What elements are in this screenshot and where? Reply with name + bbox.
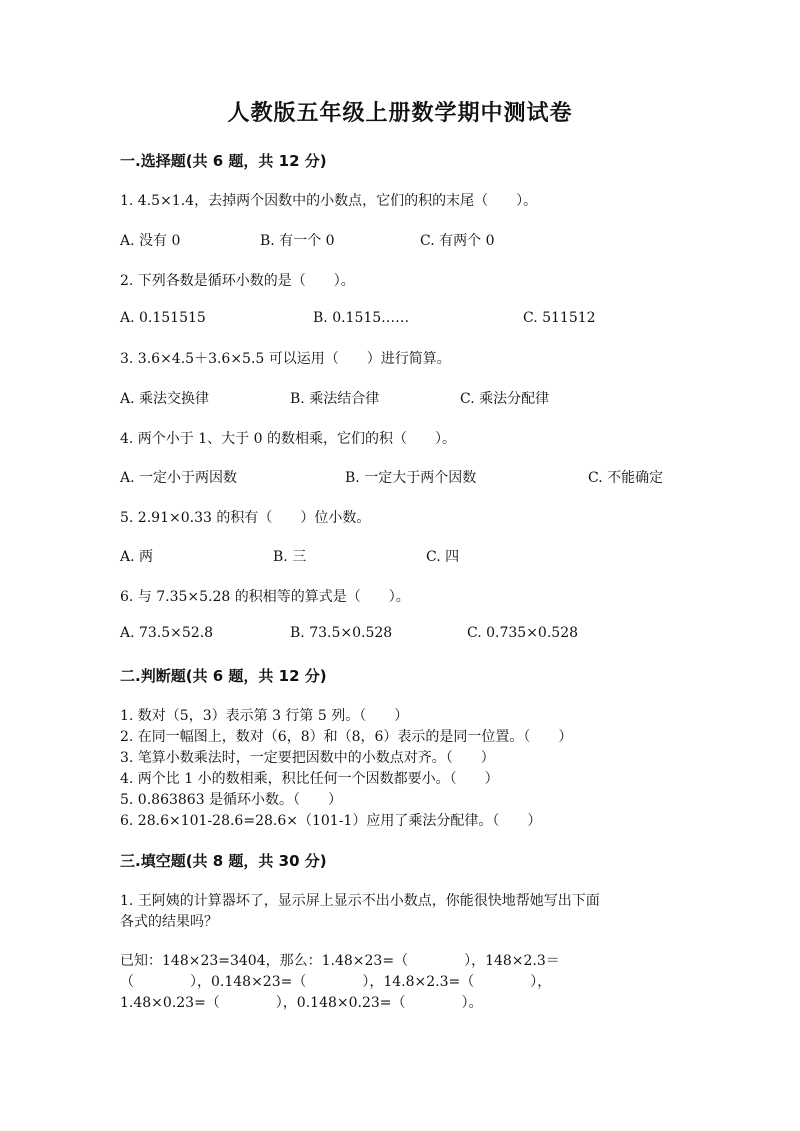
fill-question-1-line-1: 1. 王阿姨的计算器坏了，显示屏上显示不出小数点，你能很快地帮她写出下面 — [120, 893, 600, 909]
choice-option-1b: B. 有一个 0 — [260, 233, 335, 249]
judgement-item-4: 4. 两个比 1 小的数相乘，积比任何一个因数都要小。（ ） — [120, 771, 499, 787]
section-heading-choice: 一.选择题(共 6 题，共 12 分) — [120, 152, 327, 170]
judgement-item-3: 3. 笔算小数乘法时，一定要把因数中的小数点对齐。（ ） — [120, 750, 495, 766]
section-heading-fill-blank: 三.填空题(共 8 题，共 30 分) — [120, 852, 327, 870]
choice-option-6a: A. 73.5×52.8 — [120, 625, 214, 641]
choice-option-6b: B. 73.5×0.528 — [290, 625, 393, 641]
choice-option-4c: C. 不能确定 — [588, 470, 664, 486]
fill-question-1-detail-3: 1.48×0.23=（ ），0.148×0.23=（ ）。 — [120, 995, 483, 1011]
judgement-item-2: 2. 在同一幅图上，数对（6，8）和（8，6）表示的是同一位置。（ ） — [120, 729, 573, 745]
page-title: 人教版五年级上册数学期中测试卷 — [227, 101, 573, 126]
choice-option-3b: B. 乘法结合律 — [290, 391, 380, 407]
choice-option-5c: C. 四 — [426, 549, 460, 565]
choice-question-5: 5. 2.91×0.33 的积有（ ）位小数。 — [120, 510, 371, 526]
choice-option-4a: A. 一定小于两因数 — [120, 470, 238, 486]
choice-option-2c: C. 511512 — [523, 310, 596, 326]
judgement-item-1: 1. 数对（5，3）表示第 3 行第 5 列。（ ） — [120, 708, 409, 724]
judgement-item-6: 6. 28.6×101-28.6=28.6×（101-1）应用了乘法分配律。（ ） — [120, 813, 542, 829]
choice-option-2b: B. 0.1515…… — [313, 310, 410, 326]
choice-option-5b: B. 三 — [273, 549, 307, 565]
choice-option-5a: A. 两 — [120, 549, 154, 565]
choice-question-2: 2. 下列各数是循环小数的是（ ）。 — [120, 273, 355, 289]
fill-question-1-detail-1: 已知：148×23=3404，那么：1.48×23=（ ），148×2.3＝ — [120, 953, 560, 969]
choice-option-2a: A. 0.151515 — [120, 310, 206, 326]
choice-option-6c: C. 0.735×0.528 — [467, 625, 579, 641]
choice-option-3a: A. 乘法交换律 — [120, 391, 210, 407]
choice-option-4b: B. 一定大于两个因数 — [345, 470, 477, 486]
judgement-item-5: 5. 0.863863 是循环小数。（ ） — [120, 792, 343, 808]
choice-question-4: 4. 两个小于 1、大于 0 的数相乘，它们的积（ ）。 — [120, 431, 456, 447]
section-heading-judgement: 二.判断题(共 6 题，共 12 分) — [120, 667, 327, 685]
choice-option-1c: C. 有两个 0 — [420, 233, 495, 249]
choice-question-3: 3. 3.6×4.5＋3.6×5.5 可以运用（ ）进行简算。 — [120, 351, 451, 367]
choice-option-3c: C. 乘法分配律 — [460, 391, 550, 407]
choice-question-1: 1. 4.5×1.4，去掉两个因数中的小数点，它们的积的末尾（ ）。 — [120, 193, 538, 209]
choice-option-1a: A. 没有 0 — [120, 233, 181, 249]
fill-question-1-line-2: 各式的结果吗？ — [120, 914, 218, 930]
choice-question-6: 6. 与 7.35×5.28 的积相等的算式是（ ）。 — [120, 589, 410, 605]
fill-question-1-detail-2: （ ），0.148×23=（ ），14.8×2.3=（ ）， — [120, 974, 552, 990]
